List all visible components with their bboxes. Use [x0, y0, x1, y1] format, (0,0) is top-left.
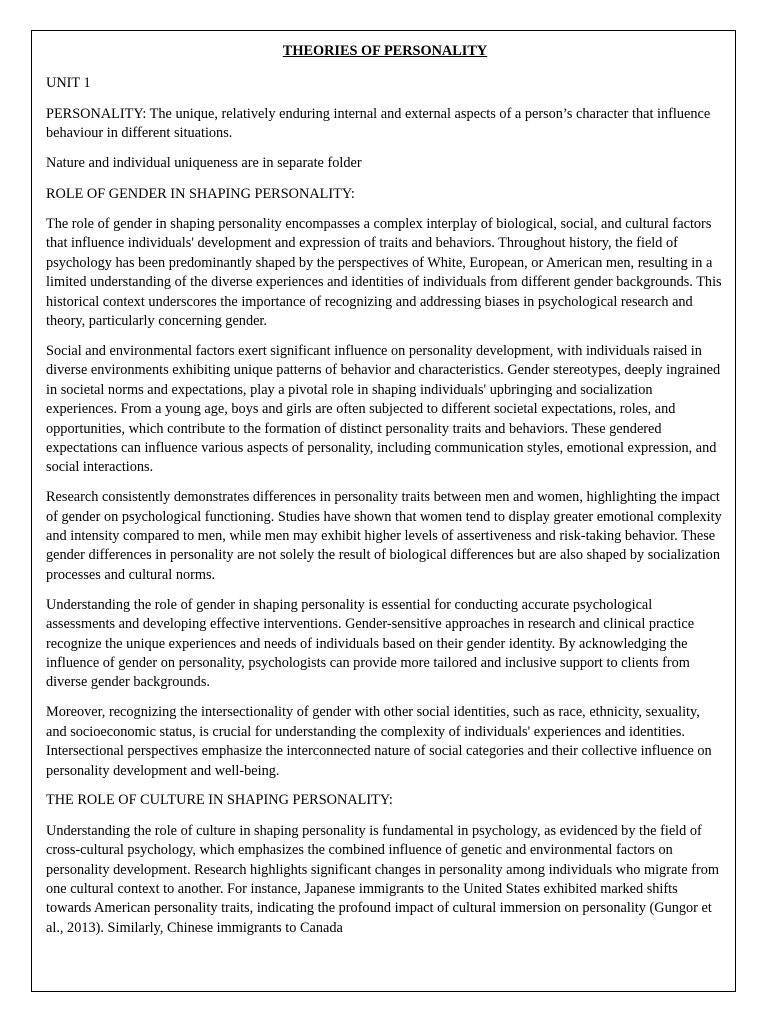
culture-paragraph-1: Understanding the role of culture in shaping personality is fundamental in psychology, as evidenced by the field of cross-cultural psychology, which emphasizes the combined influence of genetic and environmental factors on personality development. Research highlights significant changes in personality among individuals who migrate from one cultural context to another. For instance, Japanese immigrants to the United States exhibited marked shifts towards American personality traits, indicating the profound impact of cultural immersion on personality (Gungor et al., 2013). Similarly, Chinese immigrants to Canada — [46, 822, 719, 936]
unit-label: UNIT 1 — [46, 75, 91, 92]
gender-paragraph-4: Understanding the role of gender in shaping personality is essential for conducting accurate psychological assessments and developing effective interventions. Gender-sensitive approaches in research and clinical practice recognize the unique experiences and needs of individuals based on their gender identity. By acknowledging the influence of gender on personality, psychologists can provide more tailored and inclusive support to clients from diverse gender backgrounds. — [46, 596, 695, 691]
document-title: THEORIES OF PERSONALITY — [282, 43, 488, 59]
folder-note: Nature and individual uniqueness are in separate folder — [46, 155, 362, 172]
gender-paragraph-3: Research consistently demonstrates differences in personality traits between men and women, highlighting the impact of gender on psychological functioning. Studies have shown that women tend to display greater emotional complexity and intensity compared to men, while men may exhibit higher levels of assertiveness and risk-taking behavior. These gender differences in personality are not solely the result of biological differences but are also shaped by socialization processes and cultural norms. — [46, 489, 722, 583]
gender-paragraph-1: The role of gender in shaping personality encompasses a complex interplay of biological, social, and cultural factors that influence individuals' development and expression of traits and behaviors. Throughout history, the field of psychology has been predominantly shaped by the perspectives of White, European, or American men, resulting in a limited understanding of the diverse experiences and identities of individuals from different gender backgrounds. This historical context underscores the importance of recognizing and addressing biases in psychological research and theory, particularly concerning gender. — [46, 215, 722, 329]
gender-section-heading: ROLE OF GENDER IN SHAPING PERSONALITY: — [46, 185, 355, 202]
culture-section-heading: THE ROLE OF CULTURE IN SHAPING PERSONALITY: — [46, 792, 393, 809]
gender-paragraph-5: Moreover, recognizing the intersectionality of gender with other social identities, such as race, ethnicity, sexuality, and socioeconomic status, is crucial for understanding the complexity of individuals' experiences and identities. Intersectional perspectives emphasize the interconnected nature of social categories and their collective influence on personality development and well-being. — [46, 704, 712, 779]
document-body — [46, 42, 724, 949]
gender-paragraph-2: Social and environmental factors exert significant influence on personality development, with individuals raised in diverse environments exhibiting unique patterns of behavior and characteristics. Gender stereotypes, deeply ingrained in societal norms and expectations, play a pivotal role in shaping individuals' upbringing and socialization experiences. From a young age, boys and girls are often subjected to different societal expectations, roles, and opportunities, which contribute to the formation of distinct personality traits and behaviors. These gendered expectations can influence various aspects of personality, including communication styles, emotional expression, and social interactions. — [46, 342, 721, 476]
personality-definition: PERSONALITY: The unique, relatively enduring internal and external aspects of a person’s character that influence behaviour in different situations. — [46, 105, 711, 142]
